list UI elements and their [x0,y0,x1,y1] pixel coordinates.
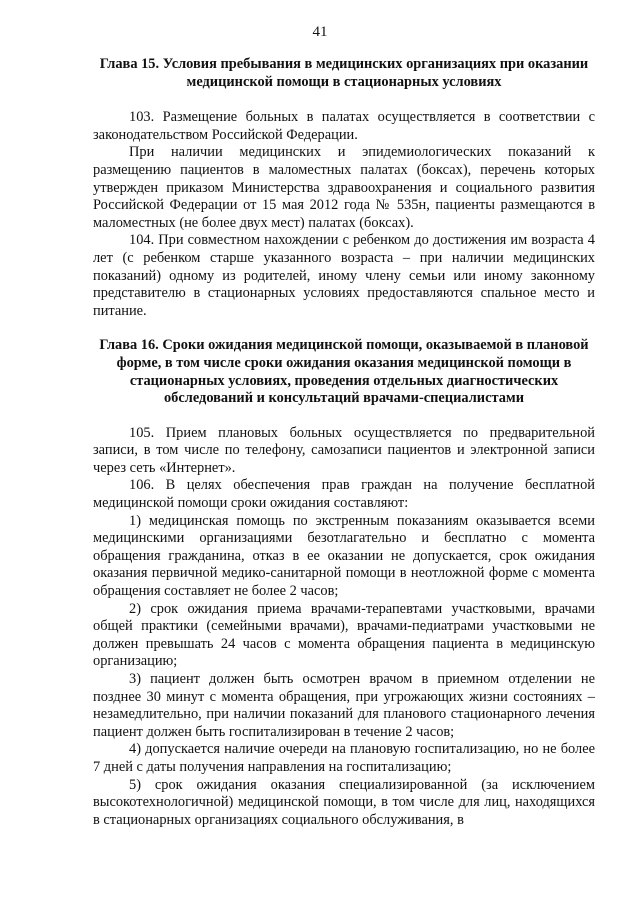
list-item-3: 3) пациент должен быть осмотрен врачом в приемном отделении не позднее 30 минут с момента обращения, при угрожающих жизни состояниях – незамедлительно, при наличии показаний для планового стационарного лечения пациент должен быть госпитализирован в течение 2 часов; [93,671,595,740]
list-item-5: 5) срок ожидания оказания специализированной (за исключением высокотехнологичной) медицинской помощи, в том числе для лиц, находящихся в стационарных организациях социального обслуживания, в [93,776,595,828]
paragraph-103-continuation: При наличии медицинских и эпидемиологических показаний к размещению пациентов в маломестных палатах (боксах), перечень которых утвержден приказом Министерства здравоохранения и социального развития Российской Федерации от 15 мая 2012 года № 535н, пациенты размещаются в маломестных (не более двух мест) палатах (боксах). [93,144,595,231]
chapter-16-heading: Глава 16. Сроки ожидания медицинской помощи, оказываемой в плановой форме, в том числе сроки ожидания оказания медицинской помощи в стационарных условиях, проведения отдельных диагностических обследований и консультаций врачами-специалистами [99,337,589,407]
paragraph-104: 104. При совместном нахождении с ребенком до достижения им возраста 4 лет (с ребенком старше указанного возраста – при наличии медицинских показаний) одному из родителей, иному члену семьи или иному законному представителю в стационарных условиях предоставляются спальное место и питание. [93,232,595,319]
paragraph-103: 103. Размещение больных в палатах осуществляется в соответствии с законодательством Российской Федерации. [93,109,595,143]
list-item-1: 1) медицинская помощь по экстренным показаниям оказывается всеми медицинскими организациями безотлагательно и бесплатно с момента обращения гражданина, отказ в ее оказании не допускается, срок ожидания оказания первичной медико-санитарной помощи в неотложной форме с момента обращения составляет не более 2 часов; [93,512,595,600]
list-item-4: 4) допускается наличие очереди на плановую госпитализацию, но не более 7 дней с даты получения направления на госпитализацию; [93,741,595,775]
chapter-15-heading: Глава 15. Условия пребывания в медицинских организациях при оказании медицинской помощи в стационарных условиях [99,56,589,90]
paragraph-105: 105. Прием плановых больных осуществляется по предварительной записи, в том числе по телефону, самозаписи пациентов и электронной записи через сеть «Интернет». [93,424,595,476]
page-content [93,56,595,829]
page-number: 41 [312,24,328,40]
list-item-2: 2) срок ожидания приема врачами-терапевтами участковыми, врачами общей практики (семейными врачами), врачами-педиатрами участковыми не должен превышать 24 часов с момента обращения пациента в медицинскую организацию; [93,600,595,670]
paragraph-106: 106. В целях обеспечения прав граждан на получение бесплатной медицинской помощи сроки ожидания составляют: [93,477,595,512]
